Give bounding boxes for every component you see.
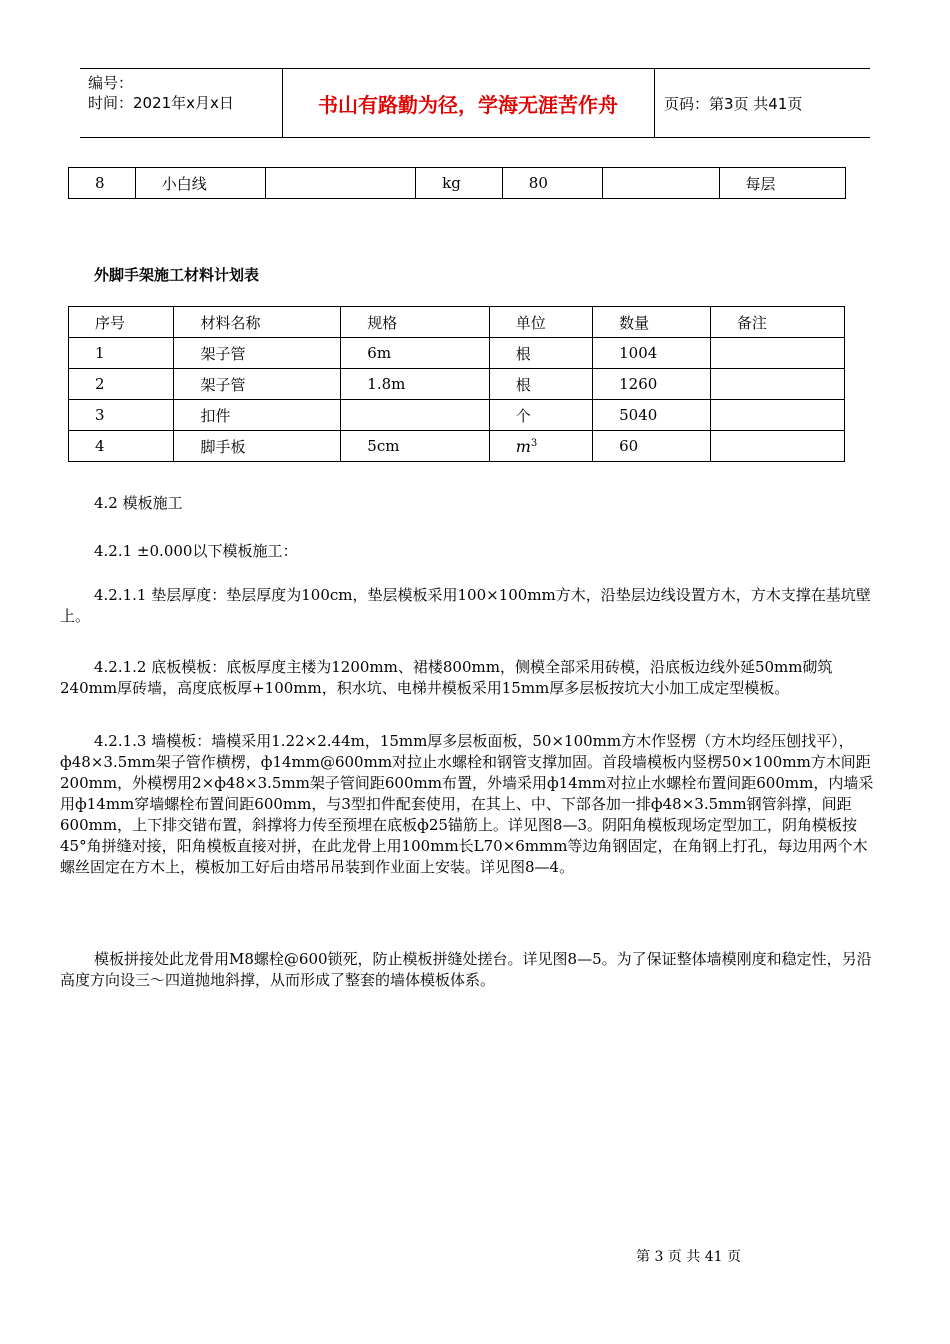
table-row [69, 431, 845, 462]
paragraph-4-2-1-3: 4.2.1.3 墙模板：墙模采用1.22×2.44m，15mm厚多层板面板，50×100mm方木作竖楞（方木均经压刨找平），ф48×3.5mm架子管作横楞，ф14mm@600mm对拉止水螺栓和钢管支撑加固。首段墙模板内竖楞50×100mm方木间距200mm，外模楞用2×ф48×3.5mm架子管间距600mm布置，外墙采用ф14mm对拉止水螺栓布置间距600mm，内墙采用ф14mm穿墙螺栓布置间距600mm，与3型扣件配套使用，在其上、中、下部各加一排ф48×3.5mm钢管斜撑，间距600mm，上下排交错布置，斜撑将力传至预埋在底板ф25锚筋上。详见图8—3。阴阳角模板现场定型加工，阴角模板按45°角拼缝对接，阳角模板直接对拼，在此龙骨上用100mm长L70×6mmm等边角钢固定，在角钢上打孔，每边用两个木螺丝固定在方木上，模板加工好后由塔吊吊装到作业面上安装。详见图8—4。 [60, 732, 874, 876]
subsection-heading: 4.2.1 ±0.000以下模板施工： [94, 542, 298, 560]
table-cell: 架子管 [174, 369, 341, 400]
table-cell: 1 [69, 338, 174, 369]
table-cell: 6m [341, 338, 489, 369]
column-header: 数量 [593, 307, 711, 338]
table-cell: 1.8m [341, 369, 489, 400]
column-header: 序号 [69, 307, 174, 338]
table-row [69, 168, 846, 199]
table-cell: 1004 [593, 338, 711, 369]
paragraph-4-2-1-2: 4.2.1.2 底板模板：底板厚度主楼为1200mm、裙楼800mm，侧模全部采用砖模，沿底板边线外延50mm砌筑240mm厚砖墙，高度底板厚+100mm，积水坑、电梯井模板采用15mm厚多层板按坑大小加工成定型模板。 [60, 658, 833, 697]
table-cell: 根 [489, 369, 592, 400]
table-cell [341, 400, 489, 431]
scaffold-materials-table [68, 306, 845, 462]
column-header: 规格 [341, 307, 489, 338]
table-cell: kg [416, 168, 503, 199]
table-row [69, 400, 845, 431]
header-motto: 书山有路勤为径，学海无涯苦作舟 [318, 92, 618, 117]
unit-symbol: m [515, 436, 531, 456]
table-cell: 小白线 [135, 168, 265, 199]
table-title: 外脚手架施工材料计划表 [94, 266, 260, 284]
table-cell: 根 [489, 338, 592, 369]
header-page-number: 页码：第3页 共41页 [664, 94, 803, 113]
paragraph-4-2-1-1: 4.2.1.1 垫层厚度：垫层厚度为100cm，垫层模板采用100×100mm方木，沿垫层边线设置方木，方木支撑在基坑壁上。 [60, 586, 871, 625]
column-header: 材料名称 [174, 307, 341, 338]
table-cell [710, 431, 844, 462]
section-heading: 4.2 模板施工 [94, 494, 183, 512]
table-cell: 2 [69, 369, 174, 400]
table-cell: 1260 [593, 369, 711, 400]
table-cell [266, 168, 416, 199]
table-cell: 扣件 [174, 400, 341, 431]
table-row [69, 338, 845, 369]
materials-table-continuation [68, 167, 846, 199]
header-divider [654, 69, 655, 137]
table-cell: 80 [502, 168, 603, 199]
paragraph-template-joints: 模板拼接处此龙骨用M8螺栓@600锁死，防止模板拼缝处搓台。详见图8—5。为了保证整体墙模刚度和稳定性，另沿高度方向设三～四道抛地斜撑，从而形成了整套的墙体模板体系。 [60, 950, 872, 989]
table-cell [603, 168, 719, 199]
table-cell [710, 400, 844, 431]
table-cell: 架子管 [174, 338, 341, 369]
table-header-row [69, 307, 845, 338]
document-date: 时间：2021年x月x日 [88, 94, 234, 112]
table-cell: 60 [593, 431, 711, 462]
table-cell: 5cm [341, 431, 489, 462]
table-cell: 4 [69, 431, 174, 462]
table-row [69, 369, 845, 400]
table-cell [710, 369, 844, 400]
unit-exponent: 3 [530, 437, 538, 449]
table-cell: 脚手板 [174, 431, 341, 462]
column-header: 备注 [710, 307, 844, 338]
table-cell: 个 [489, 400, 592, 431]
header-meta [88, 73, 278, 113]
document-number-label: 编号： [88, 74, 134, 92]
column-header: 单位 [489, 307, 592, 338]
table-cell: 5040 [593, 400, 711, 431]
page-footer: 第 3 页 共 41 页 [636, 1249, 741, 1265]
page-header [80, 68, 870, 138]
table-cell: 8 [69, 168, 136, 199]
table-cell-unit [489, 431, 592, 462]
table-cell [710, 338, 844, 369]
table-cell: 每层 [719, 168, 845, 199]
table-cell: 3 [69, 400, 174, 431]
